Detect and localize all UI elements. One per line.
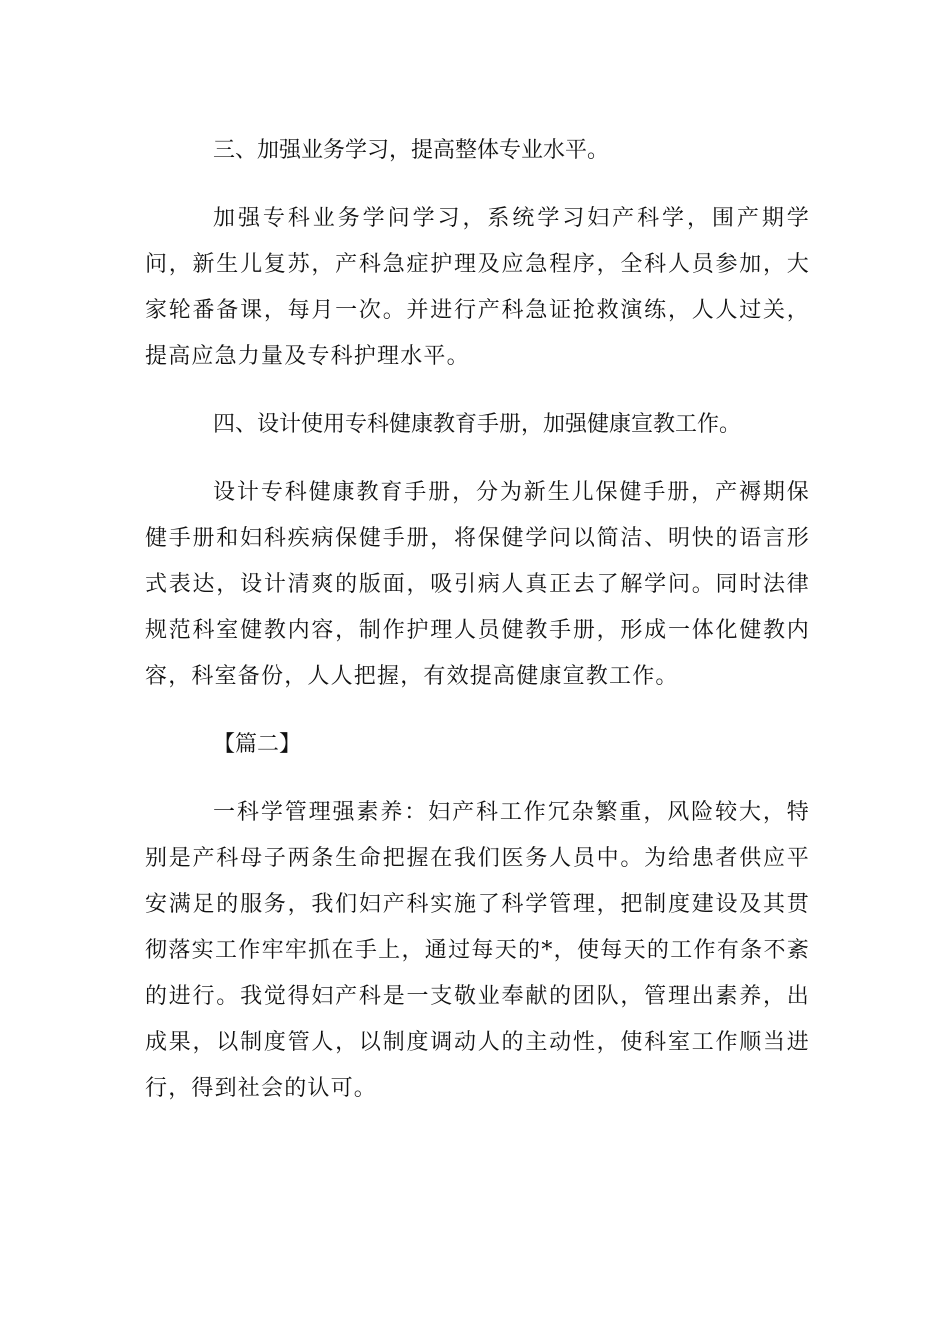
paragraph-professional-study: 加强专科业务学问学习，系统学习妇产科学，围产期学问，新生儿复苏，产科急症护理及应急程序，全科人员参加，大家轮番备课，每月一次。并进行产科急证抢救演练，人人过关，提高应急力量及专科护理水平。 <box>145 206 810 369</box>
part-two-label: 【篇二】 <box>213 732 302 757</box>
paragraph-health-education: 设计专科健康教育手册，分为新生儿保健手册，产褥期保健手册和妇科疾病保健手册，将保健学问以简洁、明快的语言形式表达，设计清爽的版面，吸引病人真正去了解学问。同时法律规范科室健教内容，制作护理人员健教手册，形成一体化健教内容，科室备份，人人把握，有效提高健康宣教工作。 <box>145 480 810 689</box>
section-heading-3: 三、加强业务学习，提高整体专业水平。 <box>213 138 610 163</box>
section-heading-4: 四、设计使用专科健康教育手册，加强健康宣教工作。 <box>213 412 742 437</box>
document-body <box>145 128 810 1134</box>
paragraph-scientific-management: 一科学管理强素养：妇产科工作冗杂繁重，风险较大，特别是产科母子两条生命把握在我们医务人员中。为给患者供应平安满足的服务，我们妇产科实施了科学管理，把制度建设及其贯彻落实工作牢牢抓在手上，通过每天的*，使每天的工作有条不紊的进行。我觉得妇产科是一支敬业奉献的团队，管理出素养，出成果，以制度管人，以制度调动人的主动性，使科室工作顺当进行，得到社会的认可。 <box>145 800 810 1101</box>
